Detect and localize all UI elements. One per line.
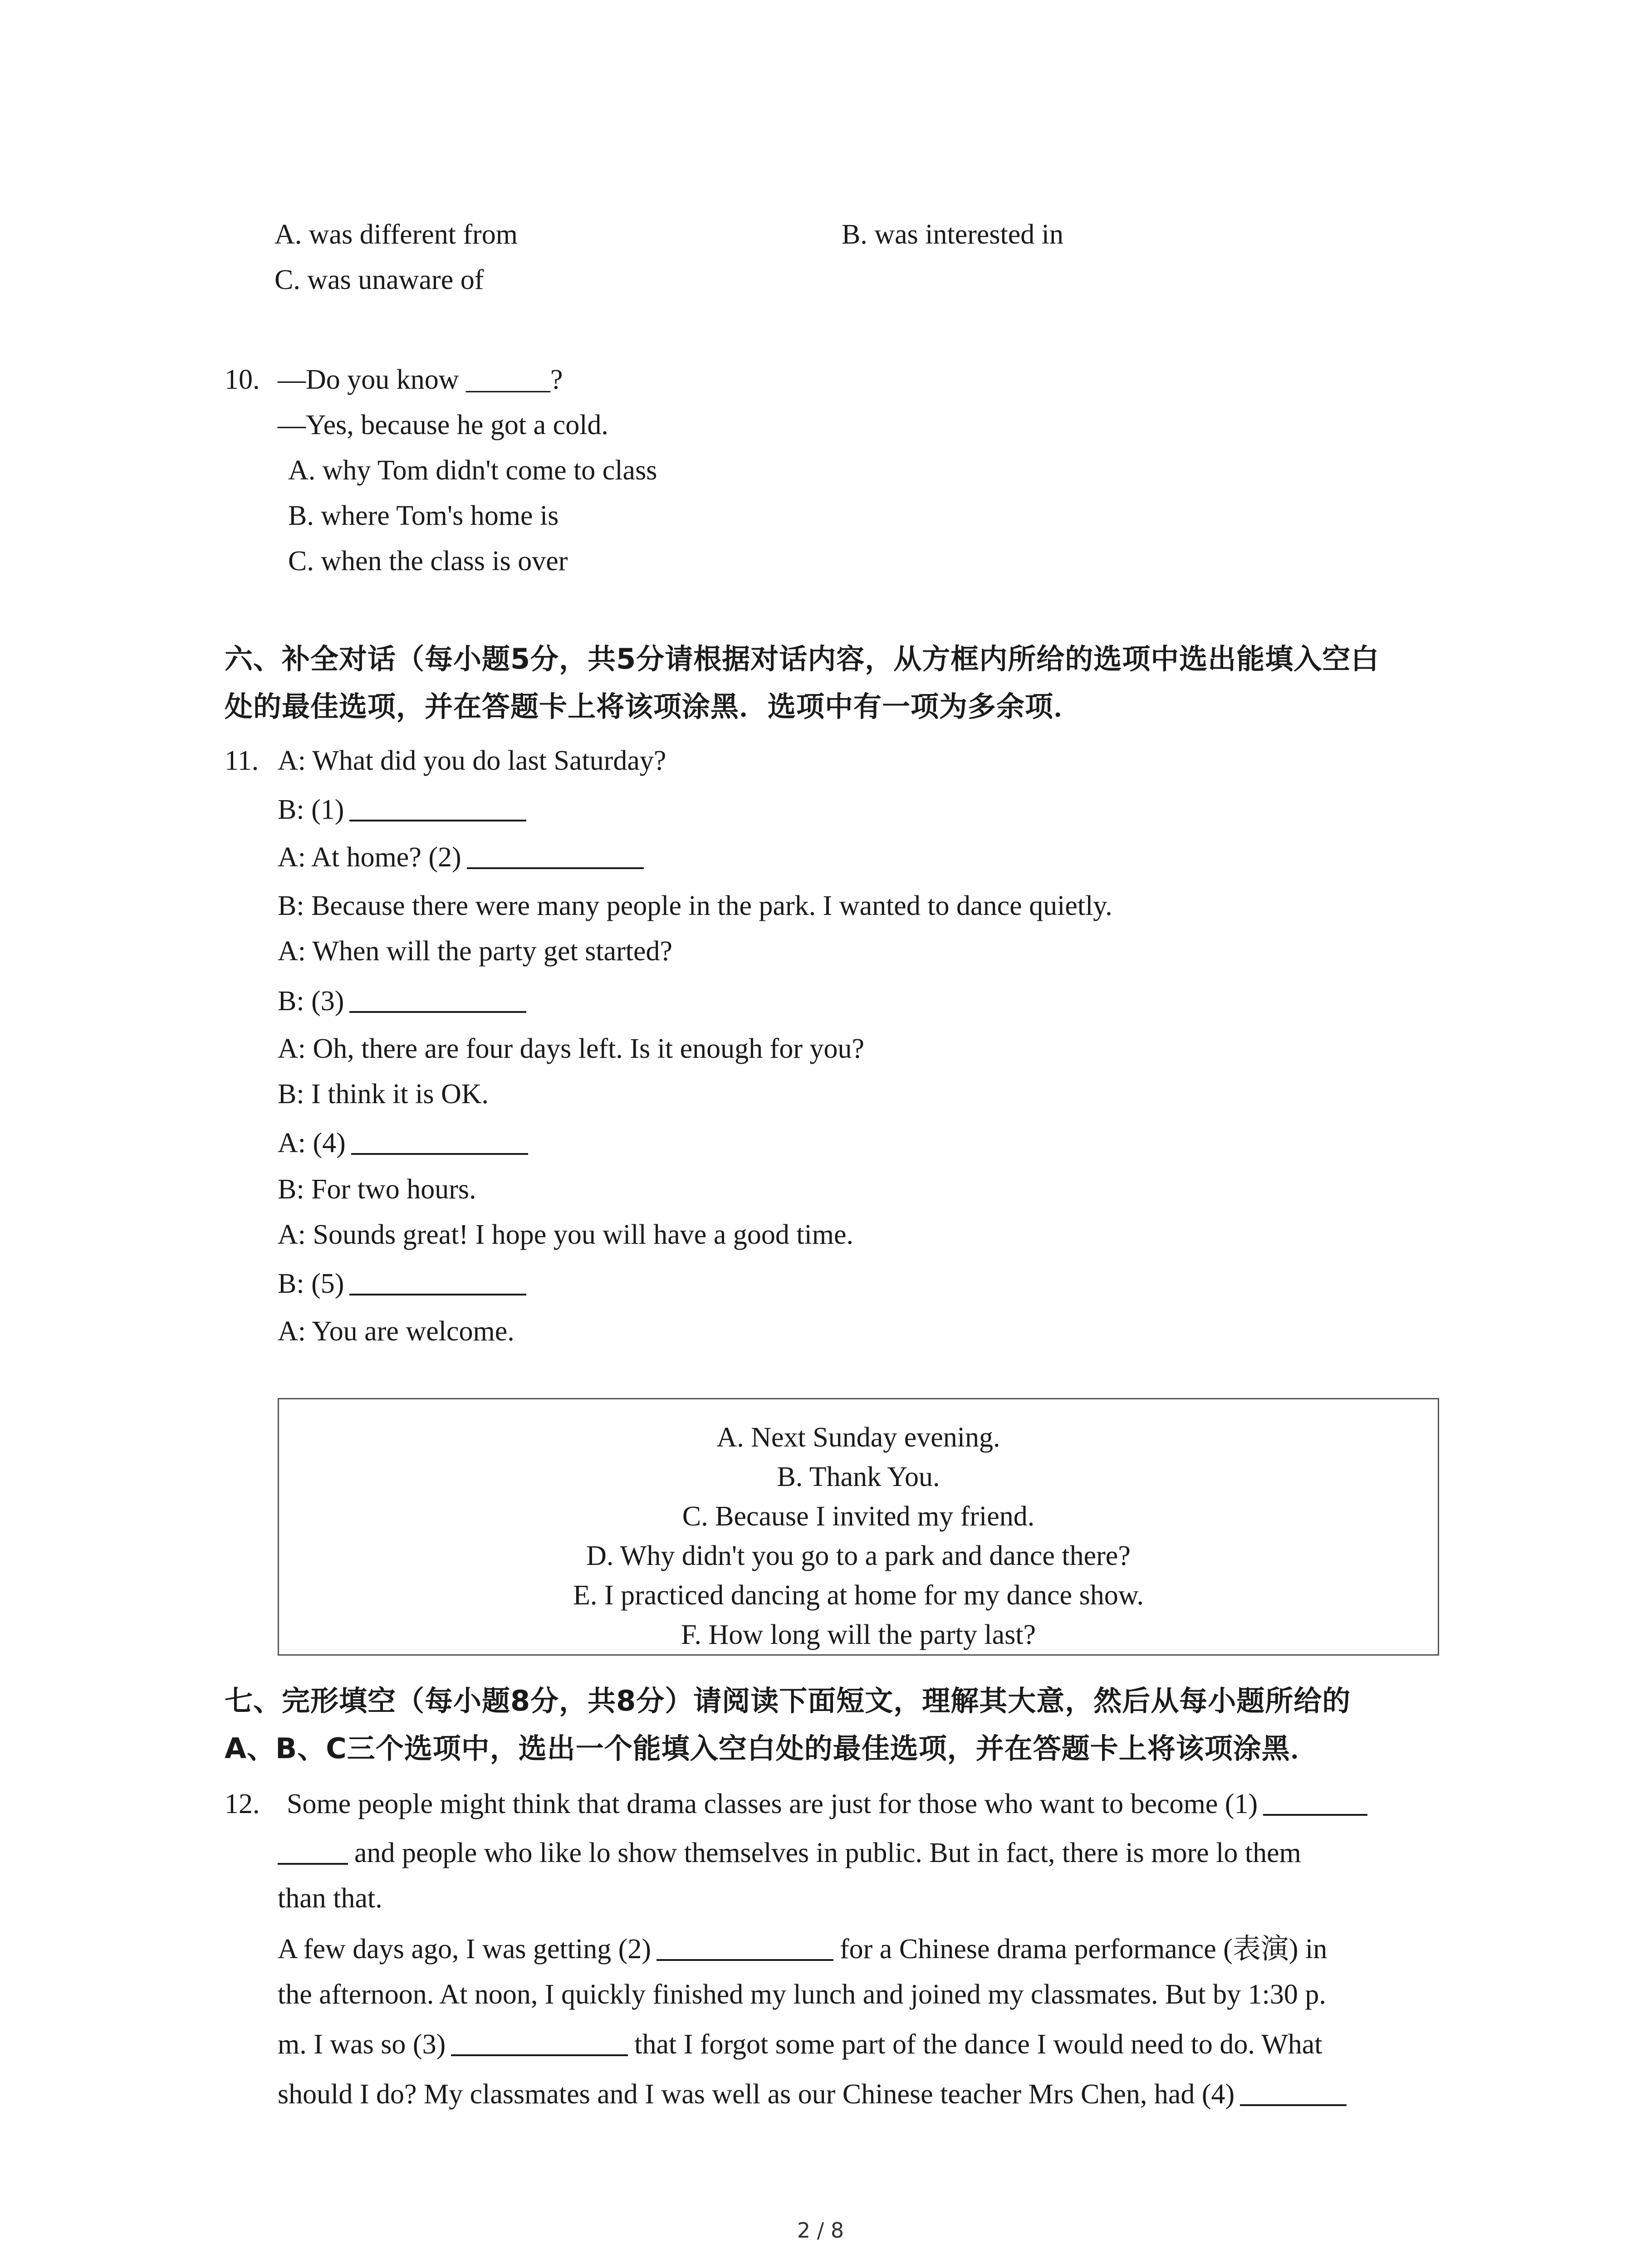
q12-p2-line3-text-a: m. I was so (3) [278, 2029, 446, 2060]
section6-heading-line1: 六、补全对话（每小题5分，共5分请根据对话内容，从方框内所给的选项中选出能填入空白 [225, 642, 1380, 675]
cloze-blank-2 [656, 1934, 833, 1961]
cloze-blank-3 [451, 2029, 628, 2056]
box-option-a: A. Next Sunday evening. [716, 1422, 1000, 1453]
answer-blank-3 [349, 986, 526, 1013]
section6-heading-line2: 处的最佳选项，并在答题卡上将该项涂黑．选项中有一项为多余项． [225, 690, 1083, 723]
q11-line-3 [278, 839, 644, 875]
q12-p2-line1-text-b: for a Chinese drama performance (表演) in [840, 1934, 1327, 1965]
q12-p1-line3: than that. [278, 1883, 382, 1914]
box-option-d: D. Why didn't you go to a park and dance there? [586, 1540, 1131, 1571]
q9-option-b: B. was interested in [842, 219, 1064, 250]
q12-p2-line1-text-a: A few days ago, I was getting (2) [278, 1934, 652, 1965]
q12-p2-line3-text-b: that I forgot some part of the dance I would need to do. What [634, 2029, 1323, 2060]
q11-line-9-text: A: (4) [278, 1128, 346, 1158]
section7-heading-line2: A、B、C三个选项中，选出一个能填入空白处的最佳选项，并在答题卡上将该项涂黑． [225, 1732, 1319, 1765]
q12-number: 12. [225, 1789, 260, 1819]
q10-question: —Do you know ______? [278, 364, 563, 395]
q10-option-a: A. why Tom didn't come to class [288, 455, 657, 486]
box-option-c: C. Because I invited my friend. [682, 1501, 1035, 1532]
q11-line-1: A: What did you do last Saturday? [278, 745, 666, 776]
q12-p2-line2: the afternoon. At noon, I quickly finished my lunch and joined my classmates. But by 1:30 p. [278, 1979, 1326, 2010]
q11-line-3-text: A: At home? (2) [278, 842, 461, 873]
q12-p2-line3 [278, 2026, 1323, 2063]
q10-answer: —Yes, because he got a cold. [278, 410, 608, 440]
q11-line-5: A: When will the party get started? [278, 936, 673, 967]
q11-line-13: A: You are welcome. [278, 1316, 514, 1347]
q11-line-6-text: B: (3) [278, 986, 344, 1017]
q11-line-2 [278, 792, 526, 828]
q11-line-11: A: Sounds great! I hope you will have a good time. [278, 1219, 854, 1250]
box-option-f: F. How long will the party last? [681, 1619, 1036, 1650]
cloze-blank-4 [1240, 2079, 1347, 2106]
q11-line-8: B: I think it is OK. [278, 1079, 489, 1110]
q10-number: 10. [225, 364, 260, 395]
q11-line-2-text: B: (1) [278, 794, 344, 825]
q12-p1-line2-text: and people who like lo show themselves in public. But in fact, there is more lo them [354, 1838, 1301, 1868]
q11-line-7: A: Oh, there are four days left. Is it enough for you? [278, 1033, 864, 1064]
cloze-blank-1a [1263, 1789, 1367, 1816]
q11-line-12 [278, 1266, 526, 1302]
q10-option-b: B. where Tom's home is [288, 500, 559, 531]
answer-options-box [278, 1398, 1439, 1656]
q12-p1-line2 [278, 1835, 1301, 1871]
section7-heading-line1: 七、完形填空（每小题8分，共8分）请阅读下面短文，理解其大意，然后从每小题所给的 [225, 1684, 1351, 1717]
answer-blank-5 [349, 1268, 526, 1295]
q12-p2-line1 [278, 1931, 1327, 1967]
q11-line-12-text: B: (5) [278, 1268, 344, 1299]
page-number: 2 / 8 [797, 2218, 844, 2243]
q10-option-c: C. when the class is over [288, 546, 568, 577]
answer-blank-1 [349, 794, 526, 821]
box-option-e: E. I practiced dancing at home for my dance show. [573, 1580, 1144, 1611]
q12-p1-line1 [287, 1786, 1367, 1822]
q11-number: 11. [225, 745, 259, 776]
q11-line-9 [278, 1125, 528, 1161]
q11-line-4: B: Because there were many people in the park. I wanted to dance quietly. [278, 890, 1112, 921]
cloze-blank-1b [278, 1838, 348, 1865]
q11-line-6 [278, 983, 526, 1019]
answer-blank-2 [467, 842, 644, 869]
q12-p1-line1-text: Some people might think that drama classes are just for those who want to become (1) [287, 1789, 1258, 1819]
q12-p2-line4-text: should I do? My classmates and I was well as our Chinese teacher Mrs Chen, had (4) [278, 2079, 1235, 2110]
answer-blank-4 [351, 1128, 528, 1155]
q11-line-10: B: For two hours. [278, 1174, 476, 1205]
q9-option-c: C. was unaware of [274, 264, 484, 295]
box-option-b: B. Thank You. [777, 1461, 940, 1492]
q12-p2-line4 [278, 2076, 1347, 2112]
q9-option-a: A. was different from [274, 219, 518, 250]
